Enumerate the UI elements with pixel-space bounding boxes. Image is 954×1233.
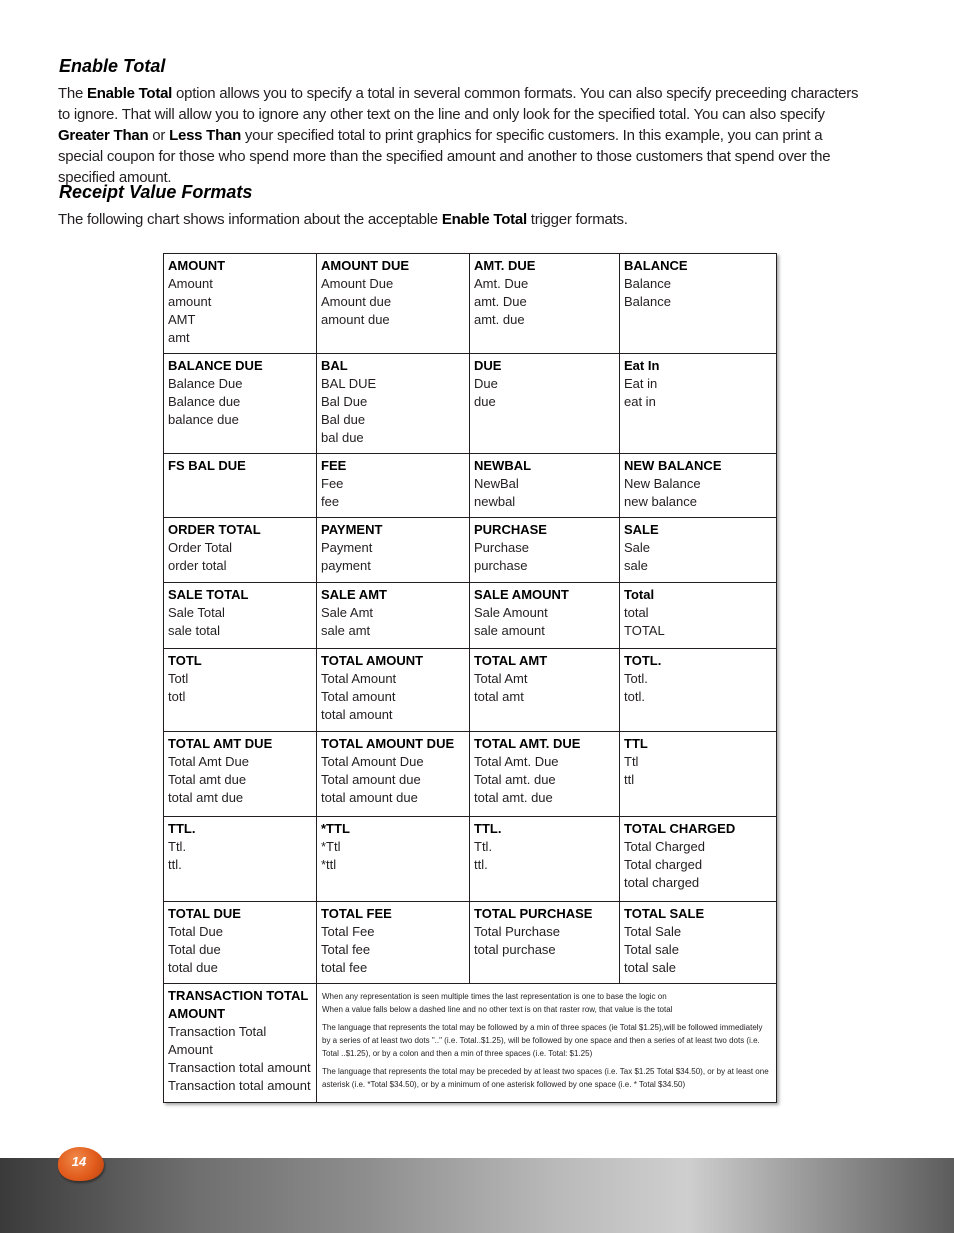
format-variant: Total charged — [624, 857, 703, 872]
format-variant: New Balance — [624, 476, 701, 491]
format-variant: Sale Amount — [474, 605, 548, 620]
format-variant: Amount Due — [321, 276, 394, 291]
format-heading: TOTL. — [624, 653, 662, 668]
rule-note: When any representation is seen multiple times the last representation is one to base the logic on When a value falls below a dashed line and no other text is on that raster row, that value is the total — [322, 992, 673, 1014]
format-cell — [164, 583, 317, 649]
rule-note: The language that represents the total may be preceded by at least two spaces (i.e. Tax $1.25 Total $34.50), or by at least one asterisk (i.e. *Total $34.50), or by a minimum of one asterisk followed by one space (i.e. * Total $34.50) — [322, 1067, 769, 1089]
format-heading: TOTAL DUE — [168, 906, 241, 921]
format-cell — [620, 583, 777, 649]
text-run: The — [58, 85, 88, 102]
rules-notes-cell — [317, 984, 777, 1103]
format-cell — [317, 817, 470, 902]
format-cell — [620, 518, 777, 583]
format-variant: order total — [168, 558, 227, 573]
format-variant: Total Amt. Due — [474, 754, 559, 769]
format-variant: eat in — [624, 394, 656, 409]
format-heading: TOTL — [168, 653, 202, 668]
format-heading: *TTL — [321, 821, 350, 836]
format-heading: FS BAL DUE — [168, 458, 246, 473]
format-variant: ttl — [624, 772, 635, 787]
format-heading: BAL — [321, 358, 348, 373]
format-variant: Total Amount Due — [321, 754, 424, 769]
format-variant: Balance Due — [168, 376, 243, 391]
format-cell — [470, 583, 620, 649]
format-heading: Eat In — [624, 358, 660, 373]
format-variant: amt. due — [474, 312, 525, 327]
format-variant: Order Total — [168, 540, 233, 555]
format-variant: amt. Due — [474, 294, 527, 309]
format-variant: Sale — [624, 540, 651, 555]
format-heading: FEE — [321, 458, 347, 473]
bold-term: Less Than — [169, 127, 241, 144]
format-variant: Totl — [168, 671, 189, 686]
format-variant: Balance due — [168, 394, 241, 409]
format-heading: SALE TOTAL — [168, 587, 249, 602]
format-heading: NEWBAL — [474, 458, 532, 473]
format-heading: Total — [624, 587, 655, 602]
format-cell — [164, 732, 317, 817]
format-variant: total sale — [624, 960, 677, 975]
format-variant: Total Amount — [321, 671, 397, 686]
format-variant: totl — [168, 689, 186, 704]
bold-term: Greater Than — [58, 127, 149, 144]
format-heading: TTL. — [168, 821, 196, 836]
format-heading: TOTAL AMT DUE — [168, 736, 273, 751]
format-variant: balance due — [168, 412, 239, 427]
format-variant: TOTAL — [624, 623, 665, 638]
text-run: or — [148, 127, 170, 144]
format-variant: total due — [168, 960, 218, 975]
format-cell — [620, 817, 777, 902]
format-heading: AMOUNT — [168, 258, 226, 273]
format-variant: payment — [321, 558, 371, 573]
format-heading: SALE — [624, 522, 659, 537]
format-variant: Total amt. due — [474, 772, 556, 787]
format-variant: total amount due — [321, 790, 418, 805]
format-variant: Total Fee — [321, 924, 375, 939]
table-row — [164, 454, 777, 518]
format-variant: Transaction total amount — [168, 1078, 311, 1093]
format-cell — [620, 902, 777, 984]
format-heading: TOTAL AMOUNT — [321, 653, 424, 668]
receipt-value-formats-paragraph — [58, 209, 870, 230]
format-variant: Balance — [624, 294, 671, 309]
format-variant: Ttl — [624, 754, 639, 769]
format-cell — [470, 354, 620, 454]
format-cell — [620, 354, 777, 454]
format-variant: NewBal — [474, 476, 519, 491]
format-variant: total amt due — [168, 790, 244, 805]
format-heading: TOTAL SALE — [624, 906, 705, 921]
format-heading: DUE — [474, 358, 502, 373]
format-variant: Fee — [321, 476, 344, 491]
format-heading: SALE AMT — [321, 587, 387, 602]
format-heading: TRANSACTION TOTAL AMOUNT — [168, 988, 309, 1021]
text-run: your specified total to print graphics for specific customers. In this example, you can print a special coupon for those who spend more than the specified amount and another to those customers that spend over the specified amount. — [58, 127, 831, 186]
format-heading: NEW BALANCE — [624, 458, 722, 473]
format-cell — [317, 732, 470, 817]
format-cell — [620, 254, 777, 354]
page-number: 14 — [71, 1154, 87, 1169]
format-cell — [164, 817, 317, 902]
table-row — [164, 732, 777, 817]
format-variant: sale — [624, 558, 648, 573]
format-variant: Due — [474, 376, 498, 391]
format-cell — [470, 902, 620, 984]
format-variant: total charged — [624, 875, 700, 890]
format-cell — [317, 518, 470, 583]
format-heading: TOTAL PURCHASE — [474, 906, 593, 921]
format-heading: TOTAL AMT — [474, 653, 548, 668]
section-title-receipt-value-formats: Receipt Value Formats — [59, 182, 253, 202]
format-cell — [317, 649, 470, 732]
format-cell — [470, 454, 620, 518]
format-cell — [470, 518, 620, 583]
format-variant: Amount due — [321, 294, 392, 309]
format-cell — [164, 254, 317, 354]
format-variant: new balance — [624, 494, 697, 509]
table-row — [164, 254, 777, 354]
trigger-formats-table — [163, 253, 777, 1103]
format-variant: Sale Amt — [321, 605, 374, 620]
format-heading: BALANCE — [624, 258, 688, 273]
format-variant: amount due — [321, 312, 390, 327]
format-variant: sale total — [168, 623, 221, 638]
format-variant: Bal due — [321, 412, 366, 427]
format-variant: Balance — [624, 276, 671, 291]
format-heading: TOTAL FEE — [321, 906, 392, 921]
format-cell — [317, 583, 470, 649]
rule-note: The language that represents the total may be followed by a min of three spaces (ie Total $1.25),will be followed immediately by a series of at least two dots ".." (i.e. Total..$1.25), will be followed by one space and then a series of at least two dots (i.e. Total ..$1.25), or by a colon and then a min of three spaces (i.e. Total: $1.25) — [322, 1023, 763, 1058]
format-cell — [317, 902, 470, 984]
format-heading: TOTAL AMOUNT DUE — [321, 736, 455, 751]
format-variant: due — [474, 394, 496, 409]
format-cell — [620, 732, 777, 817]
format-variant: *Ttl — [321, 839, 341, 854]
text-run: The following chart shows information about the acceptable — [58, 211, 442, 228]
format-variant: Eat in — [624, 376, 658, 391]
format-variant: bal due — [321, 430, 364, 445]
format-cell — [470, 817, 620, 902]
page-number-badge — [58, 1147, 104, 1181]
format-heading: PURCHASE — [474, 522, 547, 537]
format-variant: BAL DUE — [321, 376, 377, 391]
table-row — [164, 649, 777, 732]
format-variant: Payment — [321, 540, 373, 555]
section-title-enable-total: Enable Total — [59, 56, 166, 76]
format-variant: Transaction total amount — [168, 1060, 311, 1075]
format-variant: total amount — [321, 707, 393, 722]
enable-total-paragraph — [58, 83, 870, 188]
format-variant: Total amount due — [321, 772, 421, 787]
table-row — [164, 518, 777, 583]
format-cell — [164, 902, 317, 984]
format-variant: Total Amt — [474, 671, 528, 686]
format-variant: Total Due — [168, 924, 223, 939]
format-variant: sale amount — [474, 623, 545, 638]
table-row — [164, 354, 777, 454]
format-heading: BALANCE DUE — [168, 358, 263, 373]
format-variant: total fee — [321, 960, 368, 975]
format-variant: Total fee — [321, 942, 371, 957]
format-cell — [620, 649, 777, 732]
footer-band — [0, 1158, 954, 1233]
format-heading: TTL. — [474, 821, 502, 836]
format-cell — [164, 518, 317, 583]
format-variant: total amt. due — [474, 790, 553, 805]
format-heading: TOTAL AMT. DUE — [474, 736, 581, 751]
format-cell — [470, 732, 620, 817]
format-variant: Total Charged — [624, 839, 705, 854]
format-variant: Purchase — [474, 540, 529, 555]
format-variant: Total sale — [624, 942, 679, 957]
format-variant: purchase — [474, 558, 528, 573]
format-variant: Amt. Due — [474, 276, 529, 291]
format-cell — [164, 984, 317, 1103]
format-cell — [164, 454, 317, 518]
format-cell — [317, 454, 470, 518]
format-variant: Ttl. — [168, 839, 187, 854]
format-variant: Ttl. — [474, 839, 493, 854]
format-variant: fee — [321, 494, 340, 509]
format-variant: Total Sale — [624, 924, 682, 939]
format-heading: TOTAL CHARGED — [624, 821, 736, 836]
format-variant: total — [624, 605, 649, 620]
format-variant: Transaction Total Amount — [168, 1024, 267, 1057]
format-variant: totl. — [624, 689, 645, 704]
format-variant: newbal — [474, 494, 516, 509]
format-variant: ttl. — [168, 857, 182, 872]
format-cell — [317, 354, 470, 454]
text-run: option allows you to specify a total in several common formats. You can also specify preceeding characters to ignore. That will allow you to ignore any other text on the line and only look for the specified total. You can also specify — [58, 85, 859, 123]
table-row — [164, 984, 777, 1103]
format-heading: TTL — [624, 736, 648, 751]
format-heading: ORDER TOTAL — [168, 522, 261, 537]
format-variant: amt — [168, 330, 190, 345]
format-cell — [470, 254, 620, 354]
format-cell — [620, 454, 777, 518]
format-variant: Total Purchase — [474, 924, 560, 939]
table-row — [164, 583, 777, 649]
bold-term: Enable Total — [441, 211, 527, 228]
format-heading: AMOUNT DUE — [321, 258, 410, 273]
format-heading: AMT. DUE — [474, 258, 536, 273]
text-run: trigger formats. — [526, 211, 628, 228]
format-variant: Total amt due — [168, 772, 247, 787]
format-cell — [164, 354, 317, 454]
format-variant: Totl. — [624, 671, 648, 686]
format-heading: PAYMENT — [321, 522, 383, 537]
format-variant: Amount — [168, 276, 213, 291]
format-variant: Bal Due — [321, 394, 368, 409]
bold-term: Enable Total — [87, 85, 173, 102]
format-cell — [317, 254, 470, 354]
format-variant: Total amount — [321, 689, 396, 704]
format-variant: amount — [168, 294, 212, 309]
format-variant: *ttl — [321, 857, 337, 872]
format-cell — [164, 649, 317, 732]
format-variant: sale amt — [321, 623, 371, 638]
table-row — [164, 817, 777, 902]
format-variant: AMT — [168, 312, 196, 327]
format-variant: total amt — [474, 689, 524, 704]
format-heading: SALE AMOUNT — [474, 587, 569, 602]
format-variant: total purchase — [474, 942, 556, 957]
format-variant: ttl. — [474, 857, 488, 872]
format-variant: Total due — [168, 942, 221, 957]
format-variant: Total Amt Due — [168, 754, 249, 769]
table-row — [164, 902, 777, 984]
format-cell — [470, 649, 620, 732]
format-variant: Sale Total — [168, 605, 225, 620]
